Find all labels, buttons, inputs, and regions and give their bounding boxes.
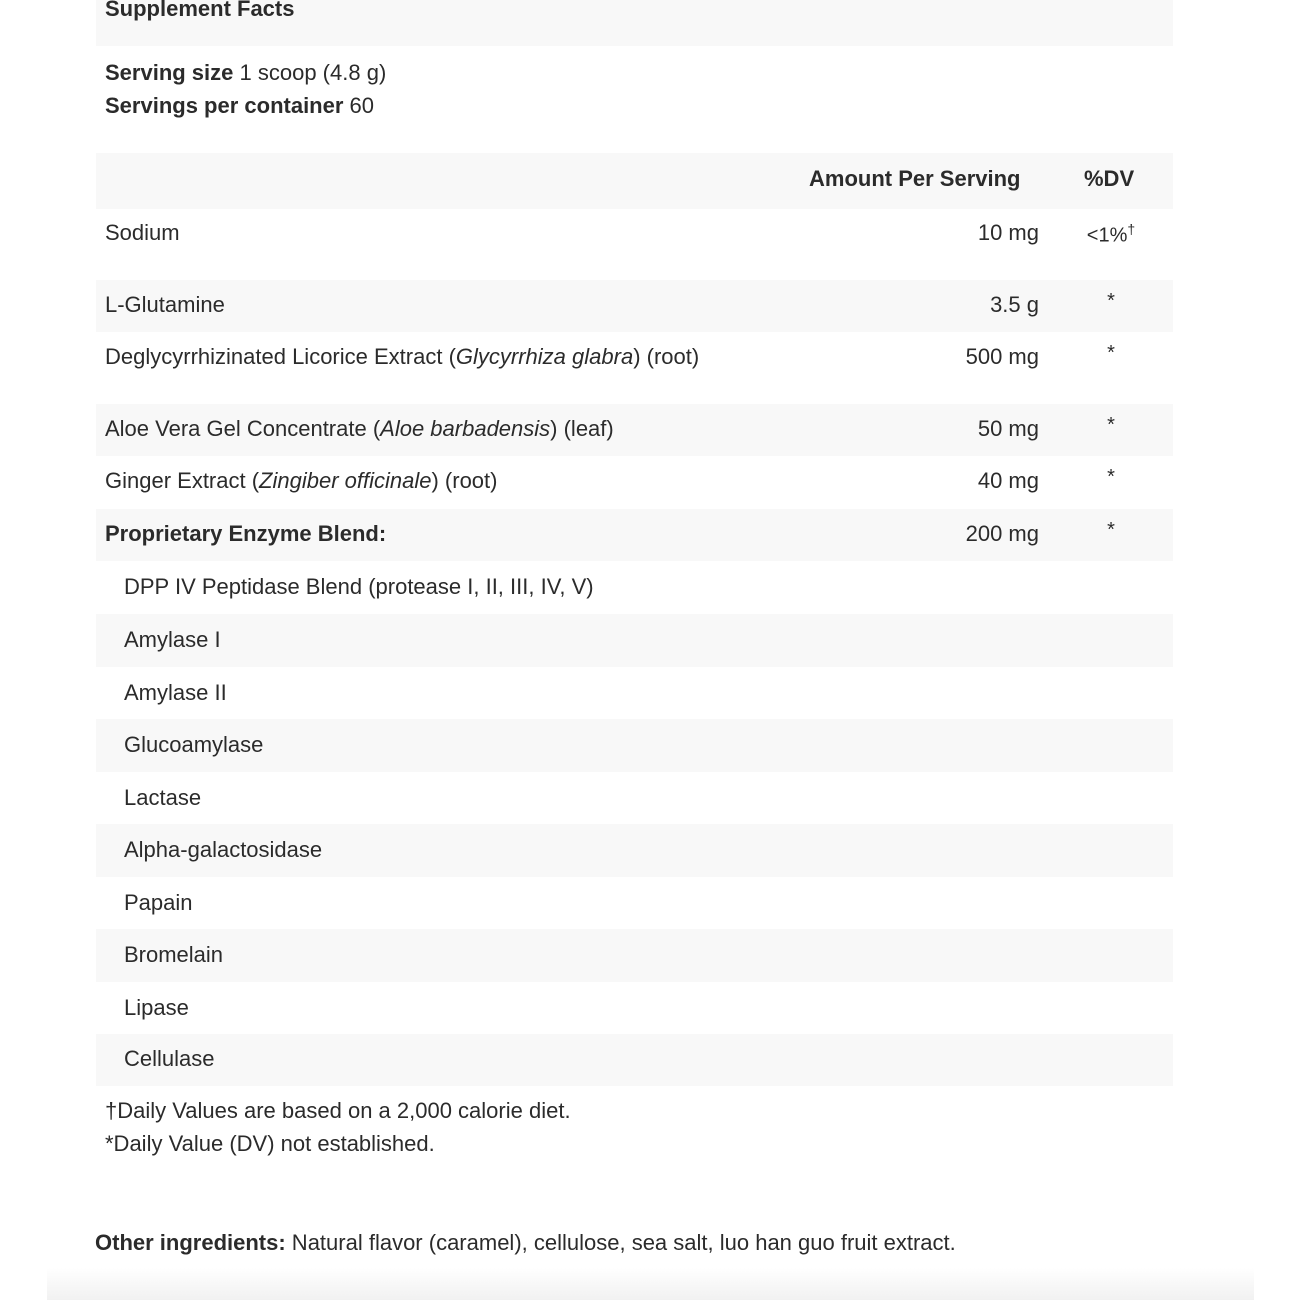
blend-item-row xyxy=(96,667,1173,719)
ingredient-amount: 40 mg xyxy=(977,468,1039,493)
servings-per-container-value: 60 xyxy=(349,93,375,118)
blend-item-name: Glucoamylase xyxy=(124,732,264,757)
ingredient-dv: * xyxy=(1107,466,1115,488)
bottom-fade xyxy=(47,1268,1254,1300)
blend-item-name: Lactase xyxy=(124,785,202,810)
ingredient-dv: * xyxy=(1107,519,1115,541)
servings-per-container-label: Servings per container xyxy=(105,93,344,118)
ingredient-dv: * xyxy=(1107,342,1115,364)
blend-item-row xyxy=(96,1034,1173,1086)
table-row xyxy=(96,332,1173,404)
ingredient-name: L-Glutamine xyxy=(105,292,225,317)
dv-value: <1% xyxy=(1086,224,1128,247)
table-row xyxy=(96,209,1173,280)
blend-item-name: Papain xyxy=(124,890,193,915)
blend-item-name: Bromelain xyxy=(124,942,224,967)
other-ingredients xyxy=(95,1230,956,1256)
blend-item-row xyxy=(96,561,1173,614)
page-title: Supplement Facts xyxy=(105,0,295,21)
ingredient-name: Sodium xyxy=(105,220,180,245)
header-daily-value: %DV xyxy=(1084,166,1135,191)
ingredient-amount: 200 mg xyxy=(965,521,1039,546)
blend-item-name: DPP IV Peptidase Blend (protease I, II, III, IV, V) xyxy=(124,574,594,599)
latin-name: Zingiber officinale xyxy=(259,468,432,493)
serving-size xyxy=(105,60,386,86)
ingredient-dv xyxy=(1082,221,1140,248)
table-row xyxy=(96,456,1173,509)
ingredient-amount: 500 mg xyxy=(965,344,1039,369)
other-ingredients-text: Natural flavor (caramel), cellulose, sea salt, luo han guo fruit extract. xyxy=(285,1230,956,1255)
header-amount-per-serving: Amount Per Serving xyxy=(809,166,1021,191)
blend-item-row xyxy=(96,929,1173,982)
blend-item-name: Lipase xyxy=(124,995,189,1020)
table-header-row xyxy=(96,153,1173,209)
blend-item-row xyxy=(96,772,1173,824)
blend-item-name: Amylase II xyxy=(124,680,227,705)
table-row xyxy=(96,404,1173,456)
ingredient-amount: 50 mg xyxy=(977,416,1039,441)
ingredient-name: Deglycyrrhizinated Licorice Extract (Glycyrrhiza glabra) (root) xyxy=(105,344,700,369)
ingredient-dv: * xyxy=(1107,290,1115,312)
ingredient-name: Proprietary Enzyme Blend: xyxy=(105,521,387,546)
blend-item-row xyxy=(96,614,1173,667)
footnote-daily-values: †Daily Values are based on a 2,000 calorie diet. xyxy=(105,1098,571,1123)
blend-item-name: Amylase I xyxy=(124,627,221,652)
latin-name: Aloe barbadensis xyxy=(380,416,551,441)
servings-per-container xyxy=(105,93,374,119)
blend-item-row xyxy=(96,824,1173,877)
blend-item-row xyxy=(96,877,1173,929)
blend-item-row xyxy=(96,982,1173,1034)
ingredient-dv: * xyxy=(1107,414,1115,436)
serving-size-value: 1 scoop (4.8 g) xyxy=(239,60,387,85)
other-ingredients-label: Other ingredients: xyxy=(95,1230,286,1255)
ingredient-amount: 3.5 g xyxy=(990,292,1039,317)
latin-name: Glycyrrhiza glabra xyxy=(455,344,634,369)
footnote-dv-not-established: *Daily Value (DV) not established. xyxy=(105,1131,435,1156)
table-row xyxy=(96,280,1173,332)
serving-size-label: Serving size xyxy=(105,60,234,85)
table-row xyxy=(96,509,1173,561)
dagger-mark: † xyxy=(1127,221,1136,237)
blend-item-name: Cellulase xyxy=(124,1046,215,1071)
ingredient-name: Ginger Extract (Zingiber officinale) (root) xyxy=(105,468,498,493)
ingredient-name: Aloe Vera Gel Concentrate (Aloe barbadensis) (leaf) xyxy=(105,416,614,441)
blend-item-name: Alpha-galactosidase xyxy=(124,837,323,862)
blend-item-row xyxy=(96,719,1173,772)
ingredient-amount: 10 mg xyxy=(977,220,1039,245)
